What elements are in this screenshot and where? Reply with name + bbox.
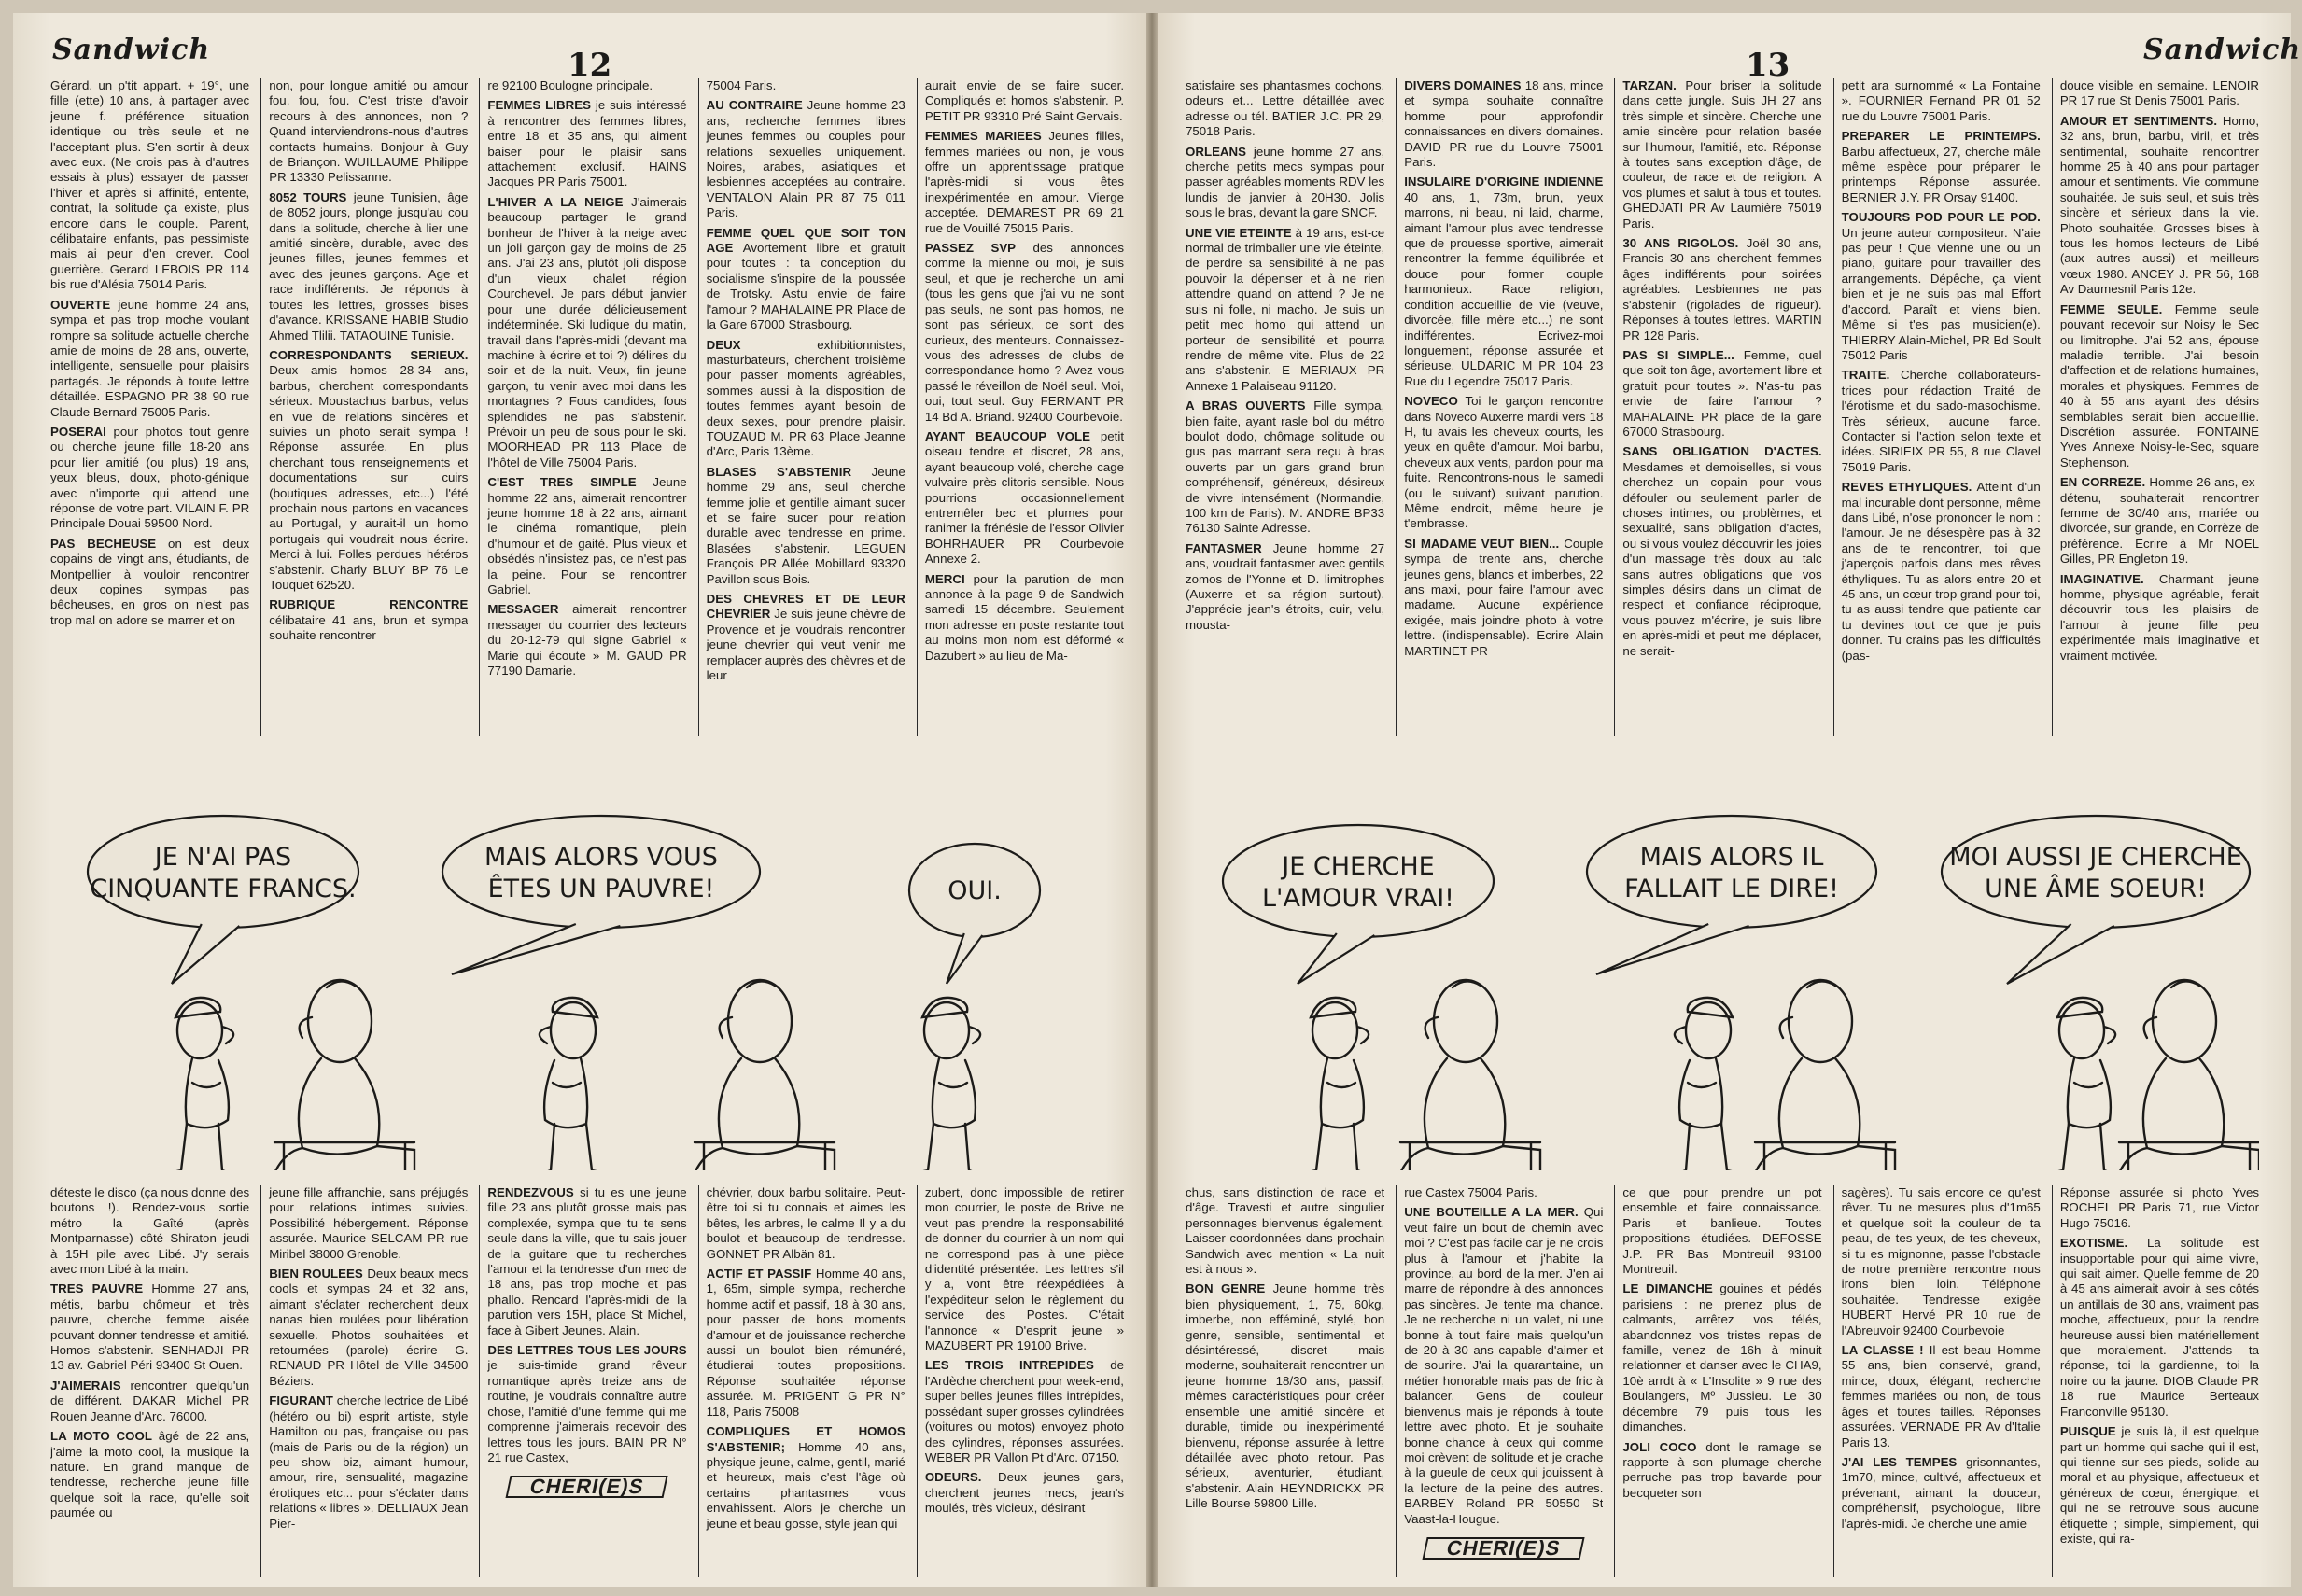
speech-bubble-1	[1223, 825, 1494, 984]
comic-strip-right	[1186, 797, 2259, 1170]
classified-ad	[1404, 1185, 1603, 1200]
speech-bubble-text: MAIS ALORS IL FALLAIT LE DIRE!	[1624, 843, 1839, 903]
classified-ad	[487, 475, 686, 597]
ad-column	[260, 1185, 468, 1577]
ad-text: sagères). Tu sais encore ce qu'est rêver. Tu ne mesures plus d'1m65 et quelque soit la couleur de ta peau, de tes yeux, de tes cheveux, si tu es mignonne, passe l'obstacle de notre première rencontre nous irons bien loin. Téléphone souhaitée. Tendresse exigée HUBERT Hervé PR 10 rue de l'Abreuvoir 92400 Courbevoie	[1841, 1185, 2041, 1337]
ad-text: exhibitionnistes, masturbateurs, cherchent troisième pour passer moments agréables, sommes aussi à la disposition de toutes femmes ayant besoin de deux sexes, pour prendre plaisir. TOUZAUD M. PR 63 Place Jeanne d'Arc, Paris 13ème.	[706, 337, 905, 459]
classified-ad	[1404, 78, 1603, 170]
ad-heading: MERCI	[924, 571, 965, 586]
classified-ad	[50, 78, 249, 293]
classified-ad	[707, 1185, 905, 1262]
ad-heading: TRAITE.	[1841, 368, 1890, 383]
ad-column	[1833, 78, 2041, 736]
ad-heading: TOUJOURS POD POUR LE POD.	[1841, 210, 2041, 225]
cheries-logo: CHERI(E)S	[506, 1476, 669, 1498]
ad-text: La solitude est insupportable pour qui aime vivre, qui sait aimer. Quelle femme de 20 à 45 ans aimerait avoir à ses côtés un antillais de 30 ans, vraiment pas moche, affectueux, pour la rendre heureuse aussi bien matériellement que moralement. J'attends ta réponse, toi la gardienne, toi la noire ou la jaune. DIOB Claude PR 18 rue Maurice Berteaux Franconville 95130.	[2059, 1236, 2260, 1419]
ad-heading: PREPARER LE PRINTEMPS.	[1841, 129, 2041, 144]
ad-heading: EXOTISME.	[2059, 1236, 2128, 1251]
classified-ad	[707, 98, 905, 220]
ad-heading: FEMME SEULE.	[2059, 301, 2163, 316]
classified-ad	[50, 425, 249, 532]
classified-ad	[2060, 475, 2259, 567]
ad-heading: FIGURANT	[269, 1393, 333, 1408]
ad-text: chus, sans distinction de race et d'âge. Travesti et autre singulier personnages bienvenus également. Laisser coordonnées dans prochain Sandwich avec mention « La nuit est à nous ».	[1186, 1185, 1385, 1277]
page-number-right: 13	[1746, 47, 1790, 84]
ad-heading: CORRESPONDANTS SERIEUX.	[269, 347, 469, 362]
seated-man-figure	[265, 980, 414, 1170]
ad-text: Charmant jeune homme, physique agréable, ferait découvrir tous les plaisirs de l'amour à jeune fille peu expérimentée mais imaginative et vraiment motivée.	[2059, 571, 2260, 663]
ad-heading: DEUX	[706, 337, 741, 352]
classified-ad	[1622, 1440, 1821, 1502]
ad-text: Gérard, un p'tit appart. + 19°, une fille (ette) 10 ans, à partager avec jeune f. préférence situation identique ou très seule et ne l'acceptant plus. S'en sortir à deux avec eux. (Ne crois pas à d'autres essais à plus) essayer de passer l'hiver et après si affinité, entente, contrat, la solitude ça existe, plus encore dans le couple. Parent, célibataire enfants, pas pessimiste mais ai peur d'en crever. Cool guerrière. Gerard LEBOIS PR 114 bis rue d'Alésia 75014 Paris.	[50, 78, 250, 292]
classified-ad	[1622, 444, 1821, 659]
ad-text: grisonnantes, 1m70, mince, cultivé, affectueux et prévenant, aimant la douceur, compréhensif, psychologue, libre l'après-midi. Je cherche une amie	[1841, 1454, 2041, 1531]
speech-bubble-text: JE CHERCHE L'AMOUR VRAI!	[1262, 852, 1454, 913]
ad-text: Un jeune auteur compositeur. N'aie pas peur ! Que vienne une ou un piano, guitare pour travailler des arrangements. Dépêche, ça vient bien et je ne suis pas mal Effort d'accord. Paraît et viens bien. Même si t'es pas musicien(e). THIERRY Alain-Michel, PR Bd Soult 75012 Paris	[1841, 225, 2041, 362]
ad-column	[698, 1185, 905, 1577]
cheries-logo: CHERI(E)S	[1422, 1537, 1585, 1560]
ad-text: 40 ans, 1, 73m, brun, yeux marrons, ni beau, ni laid, charme, aimant l'amour plus avec tendresse que de prouesse sportive, aimerait rencontrer la femme équilibrée et douce pour former couple harmonieux. Race religion, condition accueillie de vie (veuve, divorcée, fille mère etc...) ne sont indifférentes. Ecrivez-moi longuement, réponse assurée et sérieuse. ULDARIC M PR 104 23 Rue du Legendre 75017 Paris.	[1404, 189, 1604, 388]
ad-column	[479, 1185, 686, 1577]
ad-text: si tu es une jeune fille 23 ans plutôt grosse mais pas complexée, sympa que tu te sens seule dans la ville, que tu sais jouer de la guitare que tu recherches l'amour et la tendresse d'un mec de 18 ans, pas trop moche et pas phallo. Rencard l'après-midi de la parution vers 15H, place St Michel, face à Gibert Jeunes. Alain.	[487, 1185, 687, 1337]
classified-ad	[1404, 394, 1603, 532]
ad-text: Deux beaux mecs cools et sympas 24 et 32 ans, aimant s'éclater recherchent deux nanas bien roulées pour libération sexuelle. Photos souhaitées et retournées (parole) écrire G. RENAUD PR Hôtel de Ville 34500 Béziers.	[269, 1267, 469, 1388]
ad-text: Réponse assurée si photo Yves ROCHEL PR Paris 71, rue Victor Hugo 75016.	[2059, 1185, 2260, 1230]
ad-text: jeune homme 24 ans, sympa et pas trop moche voulant rompre sa solitude actuelle cherche amie de moins de 28 ans, ouverte, intelligente, sensuelle pour plaisirs partagés. Je réponds à toute lettre détaillée. ESPAGNO PR 38 90 rue Claude Bernard 75005 Paris.	[50, 297, 250, 419]
ad-text: Fille sympa, bien faite, ayant rasle bol du métro boulot dodo, chômage solitude ou gus pas marrant sera reçu à bras ouverts par un gars grand brun compréhensif, généreux, désireux de vivre intensément (Normandie, 100 km de Paris). M. ANDRE BP33 76130 Sainte Adresse.	[1186, 399, 1385, 536]
ad-heading: ACTIF ET PASSIF	[706, 1267, 812, 1281]
classified-ad	[487, 1343, 686, 1465]
classified-ad	[1622, 78, 1821, 231]
ad-heading: IMAGINATIVE.	[2059, 571, 2144, 586]
classified-ad	[2060, 1236, 2259, 1420]
ad-heading: BON GENRE	[1186, 1281, 1266, 1296]
ad-text: Couple sympa de trente ans, cherche jeunes gens, blancs et imberbes, 22 ans maxi, pour faire l'amour avec madame. Aucune expérience exigée, mais joindre photo à votre lettre. (indispensable). Ecrire Alain MARTINET PR	[1404, 536, 1604, 658]
ad-heading: A BRAS OUVERTS	[1186, 399, 1306, 413]
ad-text: Toi le garçon rencontre dans Noveco Auxerre mardi vers 18 H, tu avais les cheveux courts, les yeux en quête d'amour. Moi barbu, cheveux aux vents, pardon pour ma fuite. Rencontrons-nous le samedi (ou le suivant) suivant parution. Même endroit, même heure je t'embrasse.	[1404, 394, 1604, 531]
spread-gutter	[1146, 13, 1158, 1587]
ad-heading: RUBRIQUE RENCONTRE	[269, 597, 469, 612]
ad-text: chévrier, doux barbu solitaire. Peut-être toi si tu connais et aimes les bêtes, les arbres, le calme Il y a du boulot et beaucoup de tendresse. GONNET PR Albän 81.	[706, 1185, 905, 1261]
ad-text: jeune homme 27 ans, cherche petits mecs sympas pour passer agréables moments RDV les lundis de janvier à 20H30. Jolis sous le bras, devant la gare SNCF.	[1186, 144, 1385, 220]
ad-heading: LA MOTO COOL	[50, 1429, 152, 1444]
ad-text: Jeune homme très bien physiquement, 1, 75, 60kg, imberbe, non efféminé, stylé, bon genre, sensible, sentimental et désintéressé, discret mais moderne, souhaiterait rencontrer un jeune homme 18/30 ans, passif, mêmes caractéristiques pour créer ensemble une amitié sincère et durable, timide ou inexpérimenté bienvenu, réponse assurée à lettre détaillée avec photo retour. Pas sérieux, aventurier, étudiant, s'abstenir. Alain HEYNDRICKX PR Lille Bourse 59800 Lille.	[1186, 1281, 1385, 1511]
ad-text: Avortement libre et gratuit pour toutes : ta conception du socialisme s'inspire de la poussée de Trotsky. Astu envie de faire l'amour ? MAHALAINE PR Place de la Gare 67000 Strasbourg.	[706, 241, 905, 332]
beggar-figure	[164, 998, 237, 1170]
top-ad-columns-left	[50, 78, 1124, 736]
seated-man-figure	[685, 980, 835, 1170]
ad-text: pour la parution de mon annonce à la page 9 de Sandwich samedi 15 décembre. Seulement mon adresse en poste restante tout au moins mon nom est déformé « Dazubert » au lieu de Ma-	[924, 571, 1125, 663]
speech-bubble-text: OUI.	[947, 876, 1002, 905]
ad-heading: FEMMES MARIEES	[924, 129, 1042, 144]
brand-logo-right: Sandwich	[2143, 34, 2302, 66]
ad-text: Homo, 32 ans, brun, barbu, viril, et très sentimental, souhaite rencontrer homme 25 à 40 ans pour partager amour et sentiments. Vie commune souhaitée. Je suis seul, et suis très sincère et sérieux dans la vie. Photo souhaitée. Grosses bises à tous les homos lecteurs de Libé (aux autres aussi) et meilleurs vœux 1980. ANCEY J. PR 56, 168 Av Daumesnil Paris 12e.	[2059, 113, 2260, 297]
ad-heading: DES LETTRES TOUS LES JOURS	[487, 1343, 687, 1358]
beggar-figure	[911, 998, 984, 1170]
ad-text: Barbu affectueux, 27, cherche mâle même espèce pour préparer le printemps Réponse assurée. BERNIER J.Y. PR Orsay 91400.	[1841, 144, 2041, 204]
classified-ad	[487, 1185, 686, 1338]
ad-text: 18 ans, mince et sympa souhaite connaître homme pour approfondir connaissances en divers domaines. DAVID PR rue du Louvre 75001 Paris.	[1404, 78, 1604, 170]
ad-text: jeune Tunisien, âge de 8052 jours, plonge jusqu'au cou dans la solitude, cherche à lier une amitié sincère, durable, avec des jeunes filles, jeunes femmes et avec des jeunes garçons. Age et race indifférents. Je réponds à toutes les lettres, grosses bises d'avance. KRISSANE HABIB Studio Ahmed Tlilii. TATAOUINE Tunisie.	[269, 189, 469, 343]
classified-ad	[2060, 302, 2259, 470]
classified-ad	[1186, 399, 1384, 537]
ad-text: petit oiseau tendre et discret, 28 ans, ayant beaucoup volé, cherche cage vulvaire près clitoris sensible. Nous pourrions occasionnellement entremêler bec et plumes pour ranimer la frénésie de l'essor Olivier BOHRHAUER PR Courbevoie Annexe 2.	[924, 428, 1125, 567]
ad-text: on est deux copains de vingt ans, étudiants, de Montpellier à vouloir rencontrer deux copines sympas pas bêcheuses, en gros on n'est pas trop mal on adore se marrer et on	[50, 536, 250, 627]
beggar-figure	[536, 998, 609, 1170]
ad-column	[917, 1185, 1124, 1577]
ad-column	[2052, 1185, 2259, 1577]
ad-text: pour photos tout genre ou cherche jeune fille 18-20 ans pour lier amitié (ou plus) 19 ans, yeux bleus, doux, photo-génique avec n'importe qui attend une réponse de votre part. VILAIN F. PR Principale Douai 59500 Nord.	[50, 424, 250, 531]
classified-ad	[1622, 1281, 1821, 1435]
bottom-ad-columns-left	[50, 1185, 1124, 1577]
ad-heading: RENDEZVOUS	[487, 1185, 574, 1199]
beggar-figure	[1671, 998, 1744, 1170]
ad-heading: C'EST TRES SIMPLE	[487, 475, 637, 490]
ad-text: Qui veut faire un bout de chemin avec moi ? C'est pas facile car je ne crois plus à l'amour et j'habite la province, au bord de la mer. J'en ai marre de répondre à des annonces pas sincères. Je tente ma chance. Je ne recherche ni un valet, ni une bonne à tout faire mais quelqu'un de 20 à 30 ans capable d'aimer et de sourire. J'ai la quarantaine, un métier honorable mais pas de fric à balancer. Gens de couleur bienvenus mais je réponds à toute lettre avec photo. Et je souhaite bonne chance à ceux qui comme moi crèvent de solitude et je crache à la gueule de ceux qui jouissent à la lecture de la peine des autres. BARBEY Roland PR 50550 St Vaast-la-Hougue.	[1404, 1205, 1604, 1526]
classified-ad	[269, 78, 468, 186]
ad-column	[1396, 1185, 1603, 1577]
ad-heading: PASSEZ SVP	[924, 241, 1017, 256]
comic-strip-left	[50, 797, 1124, 1170]
ad-text: Il est beau Homme 55 ans, bien conservé, grand, mince, doux, élégant, recherche femmes mariées ou non, de tous âges et toutes tailles. Réponses assurées. VERNADE PR Av d'Italie Paris 13.	[1841, 1343, 2041, 1449]
classified-ad	[925, 129, 1124, 236]
classified-ad	[50, 1281, 249, 1373]
seated-man-figure	[1391, 980, 1540, 1170]
ad-column	[50, 1185, 249, 1577]
ad-text: Mesdames et demoiselles, si vous cherchez un copain pour vous défouler ou seulement parler de choses intimes, ou problèmes, et sexualité, sans obligation d'actes, ou si vous voulez découvrir les joies d'un massage très doux au talc sans autres obligations que vos simples désirs dans un climat de respect et confiance réciproque, vous pouvez m'écrire, je suis libre en après-midi et peut me déplacer, ne serait-	[1622, 459, 1822, 658]
ad-text: de l'Ardèche cherchent pour week-end, super belles jeunes filles intrépides, possédant super grosses cylindrées (voitures ou motos) envoyez photo des cylindres, réponses assurées. WEBER PR Vallon Pt d'Arc. 07150.	[924, 1358, 1125, 1464]
ad-heading: J'AIMERAIS	[50, 1378, 121, 1393]
classified-ad	[269, 1393, 468, 1532]
page-number-left: 12	[568, 47, 612, 84]
ad-text: déteste le disco (ça nous donne des boutons !). Rendez-vous sortie métro la Gaîté (après Montparnasse) côté Shiraton jeudi à 15H pile avec Libé. J'y serais avec mon Libé à la main.	[50, 1185, 250, 1277]
ad-text: gouines et pédés parisiens : ne prenez plus de calmants, arrêtez vos télés, abandonnez vos tristes repas de famille, venez de 16h à minuit relationner et danser avec le CHA9, 10è arrdt à « L'Insolite » 9 rue des Boulangers, Mº Jussieu. Le 30 décembre 79 puis tous les dimanches.	[1622, 1281, 1822, 1435]
classified-ad	[50, 537, 249, 628]
ad-text: Joël 30 ans, Francis 30 ans cherchent femmes âges indifférents pour soirées agréables. Lesbiennes ne pas s'abstenir (rigolades de rigueur). Réponses à toutes lettres. MARTIN PR 128 Paris.	[1622, 236, 1822, 343]
classified-ad	[707, 592, 905, 683]
ad-column	[50, 78, 249, 736]
ad-heading: FANTASMER	[1186, 540, 1262, 555]
ad-heading: 30 ANS RIGOLOS.	[1622, 236, 1739, 251]
classified-ad	[269, 597, 468, 643]
ad-text: 75004 Paris.	[706, 78, 777, 92]
classified-ad	[2060, 114, 2259, 298]
ad-text: Jeune homme 23 ans, recherche femmes libres jeunes femmes ou couples pour relations sexuelles uniquement. Noires, arabes, asiatiques et lesbiennes acceptées au contraire. VENTALON Alain PR 87 75 011 Paris.	[706, 98, 905, 220]
classified-ad	[707, 465, 905, 587]
ad-text: Cherche collaborateurs-trices pour rédaction Traité de l'érotisme et du sado-masochisme. Très sérieux, aucune farce. Contacter si l'action selon texte et idées. SIRIEIX PR 55, 8 rue Clavel 75019 Paris.	[1841, 368, 2041, 474]
classified-ad	[50, 1379, 249, 1424]
ad-heading: JOLI COCO	[1622, 1439, 1697, 1454]
ad-text: des annonces comme la mienne ou moi, je suis seul, et que je recherche un ami (tous les gens que j'ai vu ne sont pas seuls, ne sont pas homos, ne sont pas sérieux, ce sont des curieux, des menteurs. Connaissez-vous des adresses de clubs de correspondance homo ? Avez vous passé le réveillon de Noël seul. Moi, oui, tout seul. Guy FERMANT PR 14 Bd A. Briand. 92400 Courbevoie.	[924, 241, 1125, 424]
ad-heading: REVES ETHYLIQUES.	[1841, 480, 1972, 495]
ad-text: Homme 40 ans, 1, 65m, simple sympa, recherche homme actif et passif, 18 à 30 ans, pour passer de bons moments d'amour et de jouissance recherche aussi un boulot bien rémunéré, étudierai toutes propositions. Réponse souhaitée réponse assurée. M. PRIGENT G PR N° 118, Paris 75008	[706, 1267, 905, 1419]
classified-ad	[2060, 78, 2259, 109]
classified-ad	[1842, 1455, 2041, 1532]
ad-column	[698, 78, 905, 736]
classified-ad	[925, 429, 1124, 567]
ad-text: je suis-timide grand rêveur romantique après treize ans de routine, je voudrais connaître autre chose, l'amitié d'une femme qui me comprenne j'aimerais recevoir des lettres tous les jours. BAIN PR N° 21 rue Castex,	[487, 1358, 687, 1464]
classified-ad	[487, 98, 686, 189]
speech-bubble-text: JE N'AI PAS CINQUANTE FRANCS.	[90, 843, 357, 903]
classified-ad	[1622, 1185, 1821, 1277]
page-right	[1158, 13, 2302, 1587]
ad-text: ce que pour prendre un pot ensemble et faire connaissance. Paris et banlieue. Toutes propositions étudiées. DEFOSSE J.P. PR Bas Montreuil 93100 Montreuil.	[1622, 1185, 1822, 1277]
classified-ad	[1622, 236, 1821, 343]
ad-heading: PAS BECHEUSE	[50, 536, 157, 551]
ad-text: Deux jeunes gars, cherchent jeunes mecs, jean's moulés, très vicieux, désirant	[924, 1470, 1125, 1516]
beggar-figure	[2046, 998, 2119, 1170]
seated-man-figure	[1746, 980, 1895, 1170]
ad-heading: PUISQUE	[2059, 1424, 2116, 1439]
ad-text: cherche lectrice de Libé (hétéro ou bi) esprit artiste, style Hamilton ou pas, française ou pas (mais de Paris ou de la région) un peu show biz, aimant humour, amour, rire, sensualité, magazine érotiques etc... pour s'éclater dans relations « libres ». DELLIAUX Jean Pier-	[269, 1393, 469, 1531]
classified-ad	[1842, 480, 2041, 664]
classified-ad	[2060, 572, 2259, 664]
classified-ad	[50, 1185, 249, 1277]
ad-heading: LES TROIS INTREPIDES	[924, 1358, 1094, 1373]
ad-heading: EN CORREZE.	[2059, 475, 2146, 490]
classified-ad	[707, 78, 905, 93]
ad-heading: DES CHEVRES ET DE LEUR CHEVRIER	[706, 592, 905, 622]
classified-ad	[707, 338, 905, 460]
ad-text: re 92100 Boulogne principale.	[487, 78, 653, 92]
ad-heading: LA CLASSE !	[1841, 1343, 1924, 1358]
ad-heading: UNE VIE ETEINTE	[1186, 225, 1292, 240]
classified-ad	[925, 572, 1124, 664]
classified-ad	[269, 190, 468, 343]
ad-column	[1614, 1185, 1821, 1577]
ad-text: Homme 26 ans, ex-détenu, souhaiterait rencontrer femme de 30/40 ans, mariée ou divorcée, sur grande, en Corrèze de préférence. Ecrire à Mr NOEL Gilles, PR Engleton 19.	[2059, 475, 2260, 567]
ad-text: à 19 ans, est-ce normal de trimballer une vie éteinte, de perdre sa sensibilité à ne pas pouvoir la dépenser et à ne rien attendre quand on attend ? Je ne suis ni folle, ni macho. Je suis un petit mec homo qui attend un porteur de sensibilité et pourra rendre de même vite. Plus de 22 ans s'abstenir. E MERIAUX PR Annexe 1 Palaiseau 91120.	[1186, 225, 1385, 393]
classified-ad	[1622, 348, 1821, 440]
classified-ad	[1842, 1185, 2041, 1338]
classified-ad	[925, 1470, 1124, 1516]
ad-text: Atteint d'un mal incurable dont personne, même dans Libé, n'ose prononcer le nom : l'amour. Je ne désespère pas à 32 ans de te rencontrer, toi que j'aperçois parfois dans mes rêves éthyliques. Tu as alors entre 20 et 45 ans, un cœur trop grand pour toi, tu as aussi tendre que patiente car tu devines tout ce que je puis donner. Tu crains pas les difficultés (pas-	[1841, 480, 2041, 663]
ad-text: non, pour longue amitié ou amour fou, fou, fou. C'est triste d'avoir recours à des annonces, non ? Quand interviendrons-nous d'autres contacts humains. Bonjour à Guy de Briançon. WUILLAUME Philippe PR 13330 Pelissanne.	[269, 78, 469, 185]
ad-heading: TRES PAUVRE	[50, 1281, 144, 1296]
ad-text: Deux amis homos 28-34 ans, barbus, cherchent correspondants sérieux. Moustachus barbus, velus en vue de relations sincères et suivies un photo serait sympa ! Réponse assurée. En plus cherchant tous renseignements et documentations sur cuirs (boutiques adresses, etc...) l'été prochain nous partons en vacances au Portugal, y aurait-il un homo portugais qui voudrait nous écrire. Merci à lui. Folles perdues hétéros s'abstenir. Charly BLUY BP 76 Le Touquet 62520.	[269, 363, 469, 592]
top-ad-columns-right	[1186, 78, 2259, 736]
ad-heading: AU CONTRAIRE	[706, 98, 803, 113]
ad-heading: J'AI LES TEMPES	[1841, 1454, 1958, 1469]
classified-ad	[487, 78, 686, 93]
speech-bubble-2	[442, 816, 760, 974]
ad-heading: 8052 TOURS	[269, 189, 347, 204]
ad-text: Jeune homme 27 ans, voudrait fantasmer avec gentils zomos de l'Yonne et D. limitrophes (Auxerre et sa région surtout). J'apprécie jean's étroits, cuir, velu, mousta-	[1186, 540, 1385, 632]
ad-heading: MESSAGER	[487, 602, 559, 617]
ad-heading: DIVERS DOMAINES	[1404, 78, 1522, 92]
classified-ad	[707, 1424, 905, 1532]
classified-ad	[1186, 226, 1384, 394]
classified-ad	[2060, 1424, 2259, 1547]
classified-ad	[50, 1429, 249, 1520]
ad-text: aimerait rencontrer messager du courrier des lecteurs du 20-12-79 qui signe Gabriel « Marie qui écoute » M. GAUD PR 77190 Damarie.	[487, 602, 687, 679]
ad-heading: PAS SI SIMPLE...	[1622, 347, 1734, 362]
ad-text: aurait envie de se faire sucer. Compliqués et homos s'abstenir. P. PETIT PR 93310 Pré Saint Gervais.	[924, 78, 1125, 123]
ad-column	[917, 78, 1124, 736]
classified-ad	[1186, 78, 1384, 140]
classified-ad	[1842, 1343, 2041, 1450]
ad-text: petit ara surnommé « La Fontaine ». FOURNIER Fernand PR 01 52 rue du Louvre 75001 Paris.	[1841, 78, 2041, 123]
classified-ad	[1404, 537, 1603, 659]
classified-ad	[707, 226, 905, 333]
classified-ad	[1842, 368, 2041, 475]
ad-text: Jeunes filles, femmes mariées ou non, je vous offre un apprentissage pratique l'après-midi si vous êtes inexpérimentée en amour. Vierge acceptée. DEMAREST PR 69 21 rue de Vouillé 75015 Paris.	[924, 129, 1125, 235]
speech-bubble-3	[1942, 816, 2250, 984]
ad-heading: L'HIVER A LA NEIGE	[487, 194, 624, 209]
classified-ad	[50, 298, 249, 420]
ad-text: je suis là, il est quelque part un homme qui sache qui il est, qui tienne sur ses pieds, solide au moral et au physique, affectueux et généreux de cœur, énergique, et qui ne se retrouve sous aucune étiquette ; simple, simplement, qui existe, qui ra-	[2059, 1424, 2260, 1546]
ad-text: Je suis jeune chèvre de Provence et je voudrais rencontrer jeune chevrier qui veut venir me remplacer auprès des chèvres et de leur	[706, 607, 905, 683]
bottom-ad-columns-right	[1186, 1185, 2259, 1577]
ad-column	[1186, 1185, 1384, 1577]
classified-ad	[1186, 1281, 1384, 1511]
classified-ad	[1186, 541, 1384, 633]
ad-heading: FEMMES LIBRES	[487, 98, 591, 113]
classified-ad	[1404, 1205, 1603, 1527]
ad-column	[1186, 78, 1384, 736]
classified-ad	[487, 602, 686, 679]
ad-heading: POSERAI	[50, 424, 106, 439]
classified-ad	[925, 1185, 1124, 1353]
speech-bubble-text: MAIS ALORS VOUS ÊTES UN PAUVRE!	[484, 843, 718, 903]
ad-heading: FEMME QUEL QUE SOIT TON AGE	[706, 225, 905, 256]
ad-heading: UNE BOUTEILLE A LA MER.	[1404, 1205, 1579, 1220]
ad-heading: COMPLIQUES ET HOMOS S'ABSTENIR;	[706, 1424, 905, 1454]
ad-text: douce visible en semaine. LENOIR PR 17 rue St Denis 75001 Paris.	[2059, 78, 2260, 108]
ad-text: Homme 40 ans, physique jeune, calme, gentil, marié et heureux, mais c'est l'âge où certains phantasmes vous envahissent. Alors je cherche un jeune et beau gosse, style jean qui	[706, 1439, 905, 1531]
classified-ad	[2060, 1185, 2259, 1231]
ad-text: Femme seule pouvant recevoir sur Noisy le Sec ou limitrophe. J'ai 52 ans, épouse maladie terrible. J'ai besoin d'affection et de relations humaines, morales et physiques. Femmes de 40 à 55 ans ayant des désirs semblables serait bien accueillie. Discrétion assurée. FONTAINE Yves Annexe Noisy-le-Sec, square Stephenson.	[2059, 301, 2260, 469]
ad-heading: AMOUR ET SENTIMENTS.	[2059, 113, 2218, 128]
speech-bubble-1	[88, 816, 358, 984]
ad-text: rue Castex 75004 Paris.	[1404, 1185, 1537, 1199]
ad-heading: OUVERTE	[50, 297, 111, 312]
classified-ad	[1842, 129, 2041, 205]
ad-heading: ODEURS.	[924, 1470, 982, 1485]
magazine-spread	[13, 13, 2302, 1587]
ad-column	[479, 78, 686, 736]
ad-text: zubert, donc impossible de retirer mon courrier, le poste de Brive ne veut pas prendre la responsabilité de donner du courrier à un nom qui ne correspond pas à une pièce d'identité présentée. Les lettres s'il y a, vont être réexpédiées à l'expéditeur selon le règlement du service des Postes. C'était l'annonce « D'esprit jeune » MAZUBERT PR 19100 Brive.	[924, 1185, 1125, 1353]
ad-text: je suis intéressé à rencontrer des femmes libres, entre 18 et 35 ans, qui aiment baiser pour le plaisir sans attachement exclusif. HAINS Jacques PR Paris 75001.	[487, 98, 687, 189]
ad-heading: LE DIMANCHE	[1622, 1281, 1713, 1296]
classified-ad	[269, 1185, 468, 1262]
ad-column	[1614, 78, 1821, 736]
ad-heading: BIEN ROULEES	[269, 1267, 363, 1281]
classified-ad	[487, 195, 686, 470]
ad-text: Homme 27 ans, métis, barbu chômeur et très pauvre, cherche femme aisée pouvant donner tendresse et amitié. Homos s'abstenir. SENHADJI PR 13 av. Gabriel Péri 93400 St Ouen.	[50, 1281, 250, 1373]
ad-text: Jeune homme 22 ans, aimerait rencontrer jeune homme 18 à 22 ans, aimant le cinéma romantique, plein d'humour et de gaité. Plus vieux et obsédés n'insistez pas, ce n'est pas la peine. Pour se rencontrer Gabriel.	[487, 475, 687, 596]
ad-text: satisfaire ses phantasmes cochons, odeurs et... Lettre détaillée avec adresse ou tél. BATIER J.C. PR 29, 75018 Paris.	[1186, 78, 1385, 139]
classified-ad	[925, 241, 1124, 425]
classified-ad	[1842, 210, 2041, 363]
ad-text: Pour briser la solitude dans cette jungle. Suis JH 27 ans très simple et sincère. Cherche une amie sincère pour relation basée sur l'humour, l'amitié, etc. Réponse à toutes sans exception d'âge, de couleur, de race et de religion. A vos plumes et salut à tous et toutes. GHEDJATI PR Av Laumière 75019 Paris.	[1622, 78, 1822, 231]
speech-bubble-3	[909, 844, 1040, 984]
classified-ad	[1186, 145, 1384, 221]
classified-ad	[1404, 175, 1603, 389]
ad-text: jeune fille affranchie, sans préjugés pour relations intimes suivies. Possibilité hébergement. Réponse assurée. Maurice SELCAM PR rue Miribel 38000 Grenoble.	[269, 1185, 469, 1261]
beggar-figure	[1299, 998, 1372, 1170]
ad-text: célibataire 41 ans, brun et sympa souhaite rencontrer	[269, 612, 469, 643]
ad-heading: AYANT BEAUCOUP VOLE	[924, 428, 1090, 443]
classified-ad	[269, 348, 468, 594]
speech-bubble-2	[1587, 816, 1876, 974]
classified-ad	[707, 1267, 905, 1420]
speech-bubble-text: MOI AUSSI JE CHERCHE UNE ÂME SOEUR!	[1949, 843, 2242, 903]
ad-text: dont le ramage se rapporte à son plumage cherche perruche pas trop bavarde pour becqueter son	[1622, 1439, 1822, 1500]
ad-text: âgé de 22 ans, j'aime la moto cool, la musique la nature. En grand manque de tendresse, recherche jeune fille quelque soit la race, qu'elle soit paumée ou	[50, 1429, 250, 1520]
ad-text: rencontrer quelqu'un de différent. DAKAR Michel PR Rouen Jeanne d'Arc. 76000.	[50, 1378, 250, 1423]
ad-text: Femme, quel que soit ton âge, avortement libre et gratuit pour toutes ». N'as-tu pas envie de faire l'amour ? MAHALAINE PR place de la gare 67000 Strasbourg.	[1622, 347, 1822, 439]
ad-column	[1833, 1185, 2041, 1577]
ad-heading: INSULAIRE D'ORIGINE INDIENNE	[1404, 175, 1604, 189]
ad-column	[260, 78, 468, 736]
classified-ad	[1186, 1185, 1384, 1277]
ad-column	[2052, 78, 2259, 736]
ad-heading: ORLEANS	[1186, 144, 1247, 159]
classified-ad	[269, 1267, 468, 1389]
ad-text: Jeune homme 29 ans, seul cherche femme jolie et gentille aimant sucer et se faire sucer pour relation durable avec tendresse en prime. Blasées s'abstenir. LEGUEN François PR Allée Mobillard 93320 Pavillon sous Bois.	[706, 464, 905, 586]
ad-text: J'aimerais beaucoup partager le grand bonheur de l'hiver à la neige avec un joli garçon gay de moins de 25 ans. J'ai 23 ans, plutôt joli dispose d'un vieux chalet région Courchevel. Je pars début janvier pour une durée délicieusement indéterminée. Ski ludique du matin, travail dans l'après-midi (devant ma machine à écrire et toi ?) délires du soir et de la nuit. Veux, fin jeune garçon, tu venir avec moi dans les montagnes ? Fous candides, fous splendides ne pas s'abstenir. Prévoir un peu de sous pour le ski. MOORHEAD PR 113 Place de l'hôtel de Ville 75004 Paris.	[487, 194, 687, 469]
page-left	[13, 13, 1146, 1587]
classified-ad	[1842, 78, 2041, 124]
ad-heading: SI MADAME VEUT BIEN...	[1404, 536, 1560, 551]
seated-man-figure	[2110, 980, 2259, 1170]
ad-heading: TARZAN.	[1622, 78, 1677, 92]
classified-ad	[925, 1358, 1124, 1465]
ad-heading: SANS OBLIGATION D'ACTES.	[1622, 444, 1822, 459]
ad-column	[1396, 78, 1603, 736]
ad-heading: BLASES S'ABSTENIR	[706, 464, 852, 479]
classified-ad	[925, 78, 1124, 124]
ad-heading: NOVECO	[1404, 394, 1458, 409]
brand-logo-left: Sandwich	[52, 34, 211, 66]
